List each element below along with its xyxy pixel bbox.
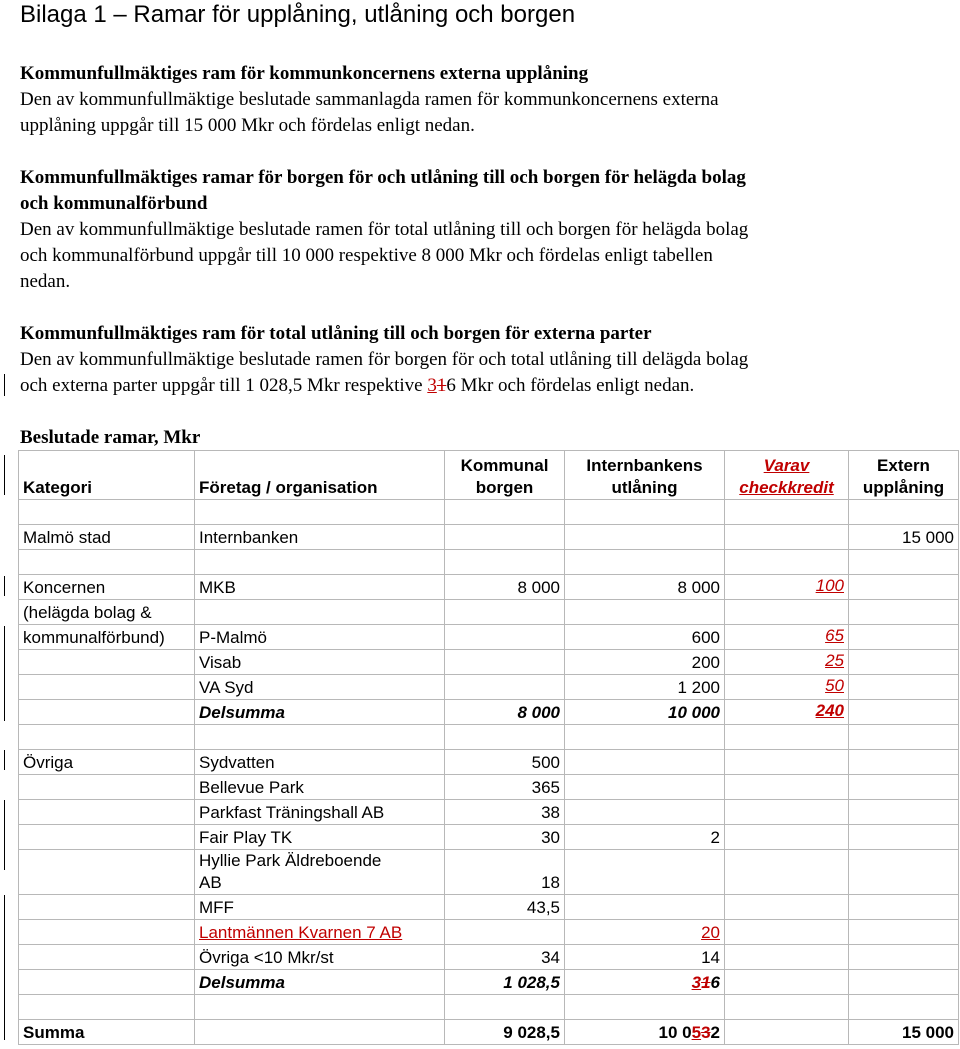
cell-utlaning: 316 <box>565 970 725 995</box>
section2-text-line3: nedan. <box>20 271 71 292</box>
cell-checkkredit: 240 <box>725 700 849 725</box>
table-header-row <box>19 451 959 500</box>
change-bar <box>4 374 5 396</box>
cell-borgen: 8 000 <box>445 700 565 725</box>
table-row <box>19 575 959 600</box>
section2-text-line1: Den av kommunfullmäktige beslutade ramen för total utlåning till och borgen för helägda bolag <box>20 219 749 240</box>
header-extern-upplaning: Extern upplåning <box>849 451 959 500</box>
table-title: Beslutade ramar, Mkr <box>20 427 201 448</box>
cell-foretag: P-Malmö <box>195 625 445 650</box>
change-bar <box>4 626 5 721</box>
change-bar <box>4 576 5 596</box>
cell-borgen: 8 000 <box>445 575 565 600</box>
section3-text-line2: och externa parter uppgår till 1 028,5 Mkr respektive 316 Mkr och fördelas enligt nedan. <box>20 375 695 396</box>
cell-utlaning: 10 0532 <box>565 1020 725 1045</box>
section1-heading: Kommunfullmäktiges ram för kommunkoncernens externa upplåning <box>20 63 589 84</box>
cell-borgen: 365 <box>445 775 565 800</box>
table-row <box>19 625 959 650</box>
cell-kategori: Malmö stad <box>19 525 195 550</box>
section2-text-line2: och kommunalförbund uppgår till 10 000 respektive 8 000 Mkr och fördelas enligt tabellen <box>20 245 713 266</box>
cell-foretag: Övriga <10 Mkr/st <box>195 945 445 970</box>
cell-borgen: 34 <box>445 945 565 970</box>
section2-heading-line2: och kommunalförbund <box>20 193 208 214</box>
cell-foretag: Fair Play TK <box>195 825 445 850</box>
cell-utlaning: 600 <box>565 625 725 650</box>
section1-text-line1: Den av kommunfullmäktige beslutade sammanlagda ramen för kommunkoncernens externa <box>20 89 719 110</box>
cell-utlaning: 1 200 <box>565 675 725 700</box>
table-row <box>19 895 959 920</box>
table-row <box>19 970 959 995</box>
cell-foretag: MKB <box>195 575 445 600</box>
cell-borgen: 30 <box>445 825 565 850</box>
cell-foretag: Parkfast Träningshall AB <box>195 800 445 825</box>
header-kommunal-borgen: Kommunal borgen <box>445 451 565 500</box>
inserted-digit: 3 <box>427 375 437 396</box>
table-row <box>19 600 959 625</box>
cell-delsumma-label: Delsumma <box>195 700 445 725</box>
cell-borgen: 500 <box>445 750 565 775</box>
cell-extern: 15 000 <box>849 525 959 550</box>
section2-heading-line1: Kommunfullmäktiges ramar för borgen för och utlåning till och borgen för helägda bolag <box>20 167 746 188</box>
cell-foretag: VA Syd <box>195 675 445 700</box>
section3-heading: Kommunfullmäktiges ram för total utlåning till och borgen för externa parter <box>20 323 652 344</box>
table-row <box>19 750 959 775</box>
header-foretag: Företag / organisation <box>195 451 445 500</box>
table-row <box>19 800 959 825</box>
table-row <box>19 725 959 750</box>
cell-foretag: Lantmännen Kvarnen 7 AB <box>195 920 445 945</box>
cell-borgen: 18 <box>445 850 565 895</box>
cell-delsumma-label: Delsumma <box>195 970 445 995</box>
section1-text-line2: upplåning uppgår till 15 000 Mkr och fördelas enligt nedan. <box>20 115 475 136</box>
page-title: Bilaga 1 – Ramar för upplåning, utlåning och borgen <box>20 1 576 28</box>
table-row <box>19 995 959 1020</box>
cell-kategori: kommunalförbund) <box>19 625 195 650</box>
cell-borgen: 1 028,5 <box>445 970 565 995</box>
cell-foretag: Internbanken <box>195 525 445 550</box>
deleted-digit: 1 <box>436 375 447 396</box>
header-varav-checkkredit: Varav checkkredit <box>725 451 849 500</box>
cell-kategori: Koncernen <box>19 575 195 600</box>
header-internbankens-utlaning: Internbankens utlåning <box>565 451 725 500</box>
table-row <box>19 550 959 575</box>
table-row <box>19 945 959 970</box>
cell-foretag: MFF <box>195 895 445 920</box>
table-row <box>19 825 959 850</box>
change-bar <box>4 750 5 770</box>
cell-borgen: 43,5 <box>445 895 565 920</box>
cell-foretag: Hyllie Park Äldreboende AB <box>195 850 445 895</box>
section3-text-line1: Den av kommunfullmäktige beslutade ramen för borgen för och total utlåning till delägda bolag <box>20 349 749 370</box>
cell-extern: 15 000 <box>849 1020 959 1045</box>
table-row <box>19 1020 959 1045</box>
cell-foretag: Visab <box>195 650 445 675</box>
cell-kategori: (helägda bolag & <box>19 600 195 625</box>
cell-utlaning: 8 000 <box>565 575 725 600</box>
cell-utlaning: 20 <box>565 920 725 945</box>
cell-borgen: 9 028,5 <box>445 1020 565 1045</box>
change-bar <box>4 895 5 1040</box>
header-kategori: Kategori <box>19 451 195 500</box>
ramar-table <box>18 450 959 1045</box>
cell-utlaning: 200 <box>565 650 725 675</box>
cell-checkkredit: 50 <box>725 675 849 700</box>
table-row <box>19 650 959 675</box>
cell-kategori: Övriga <box>19 750 195 775</box>
table-row <box>19 920 959 945</box>
cell-summa-label: Summa <box>19 1020 195 1045</box>
table-row <box>19 775 959 800</box>
cell-utlaning: 10 000 <box>565 700 725 725</box>
change-bar <box>4 800 5 870</box>
table-row <box>19 850 959 895</box>
cell-foretag: Sydvatten <box>195 750 445 775</box>
change-bar <box>4 455 5 495</box>
table-row <box>19 525 959 550</box>
cell-checkkredit: 25 <box>725 650 849 675</box>
table-row <box>19 500 959 525</box>
cell-checkkredit: 65 <box>725 625 849 650</box>
cell-checkkredit: 100 <box>725 575 849 600</box>
cell-borgen: 38 <box>445 800 565 825</box>
cell-utlaning: 2 <box>565 825 725 850</box>
table-row <box>19 675 959 700</box>
cell-utlaning: 14 <box>565 945 725 970</box>
cell-foretag: Bellevue Park <box>195 775 445 800</box>
table-row <box>19 700 959 725</box>
